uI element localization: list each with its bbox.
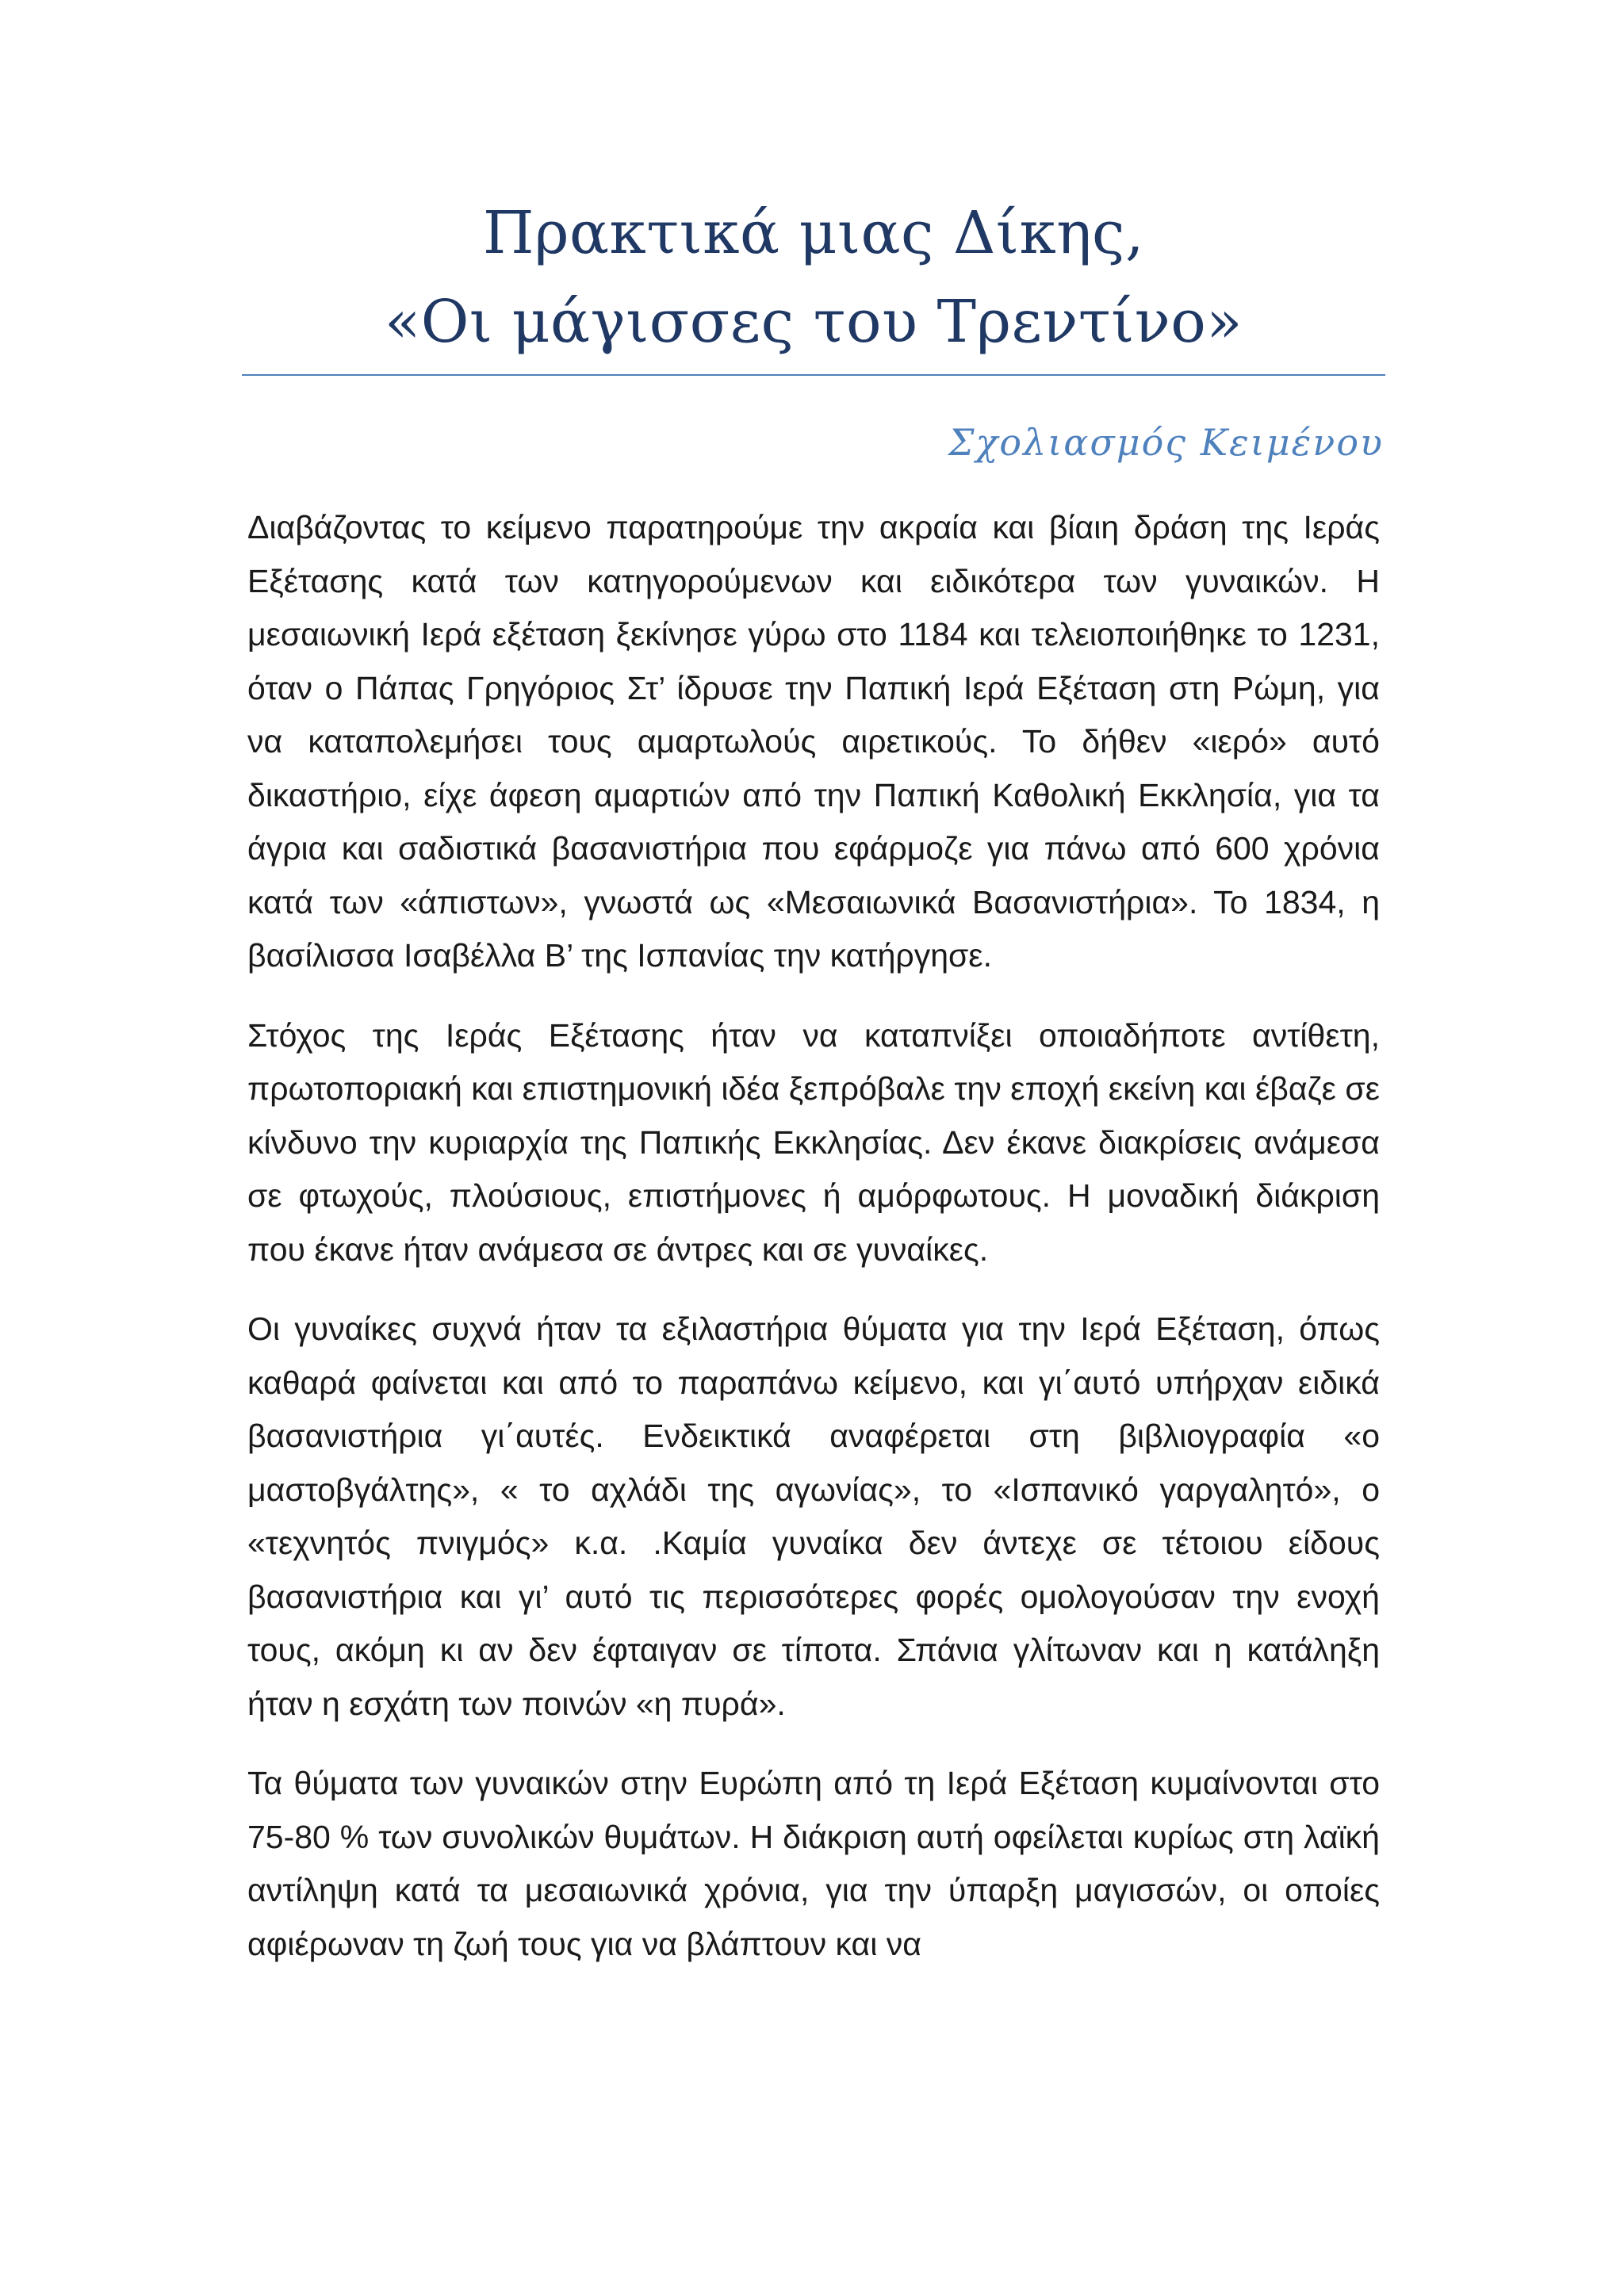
subtitle: Σχολιασμός Κειμένου — [948, 421, 1384, 464]
title-line-2: «Οι μάγισσες του Τρεντίνο» — [384, 288, 1243, 356]
title-block — [242, 189, 1385, 366]
paragraph-3: Οι γυναίκες συχνά ήταν τα εξιλαστήρια θύματα για την Ιερά Εξέταση, όπως καθαρά φαίνεται και από το παραπάνω κείμενο, και γι΄αυτό υπήρχαν ειδικά βασανιστήρια γι΄αυτές. Ενδεικτικά αναφέρεται στη βιβλιογραφία «ο μαστοβγάλτης», « το αχλάδι της αγωνίας», το «Ισπανικό γαργαλητό», ο «τεχνητός πνιγμός» κ.α. .Καμία γυναίκα δεν άντεχε σε τέτοιου είδους βασανιστήρια και γι’ αυτό τις περισσότερες φορές ομολογούσαν την ενοχή τους, ακόμη κι αν δεν έφταιγαν σε τίποτα. Σπάνια γλίτωναν και η κατάληξη ήταν η εσχάτη των ποινών «η πυρά». — [247, 1311, 1380, 1722]
body-text — [247, 501, 1380, 1997]
paragraph-1: Διαβάζοντας το κείμενο παρατηρούμε την ακραία και βίαιη δράση της Ιεράς Εξέτασης κατά των κατηγορούμενων και ειδικότερα των γυναικών. Η μεσαιωνική Ιερά εξέταση ξεκίνησε γύρω στο 1184 και τελειοποιήθηκε το 1231, όταν ο Πάπας Γρηγόριος Στ’ ίδρυσε την Παπική Ιερά Εξέταση στη Ρώμη, για να καταπολεμήσει τους αμαρτωλούς αιρετικούς. Το δήθεν «ιερό» αυτό δικαστήριο, είχε άφεση αμαρτιών από την Παπική Καθολική Εκκλησία, για τα άγρια και σαδιστικά βασανιστήρια που εφάρμοζε για πάνω από 600 χρόνια κατά των «άπιστων», γνωστά ως «Μεσαιωνικά Βασανιστήρια». Το 1834, η βασίλισσα Ισαβέλλα Β’ της Ισπανίας την κατήργησε. — [247, 509, 1380, 974]
paragraph-4: Τα θύματα των γυναικών στην Ευρώπη από τη Ιερά Εξέταση κυμαίνονται στο 75-80 % των συνολικών θυμάτων. Η διάκριση αυτή οφείλεται κυρίως στη λαϊκή αντίληψη κατά τα μεσαιωνικά χρόνια, για την ύπαρξη μαγισσών, οι οποίες αφιέρωναν τη ζωή τους για να βλάπτουν και να — [247, 1765, 1380, 1962]
title-divider — [242, 374, 1385, 376]
paragraph-2: Στόχος της Ιεράς Εξέτασης ήταν να καταπνίξει οποιαδήποτε αντίθετη, πρωτοποριακή και επιστημονική ιδέα ξεπρόβαλε την εποχή εκείνη και έβαζε σε κίνδυνο την κυριαρχία της Παπικής Εκκλησίας. Δεν έκανε διακρίσεις ανάμεσα σε φτωχούς, πλούσιους, επιστήμονες ή αμόρφωτους. Η μοναδική διάκριση που έκανε ήταν ανάμεσα σε άντρες και σε γυναίκες. — [247, 1016, 1380, 1268]
title-line-1: Πρακτικά μιας Δίκης, — [482, 199, 1144, 267]
